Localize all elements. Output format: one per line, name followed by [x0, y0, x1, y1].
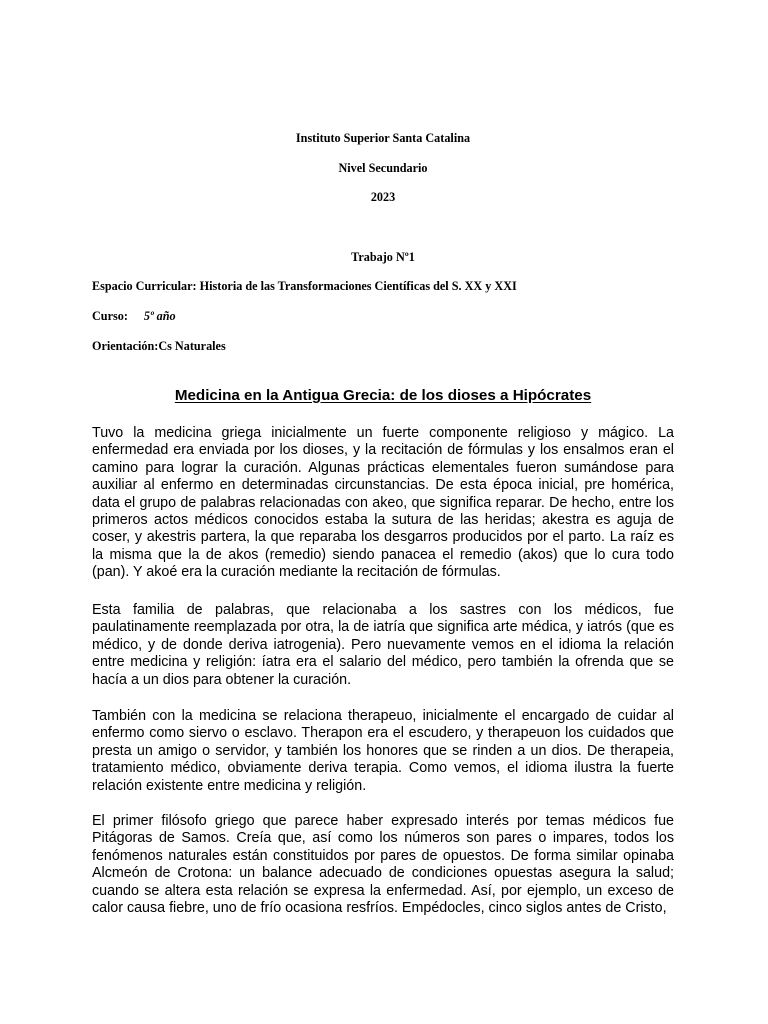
- institution-name: Instituto Superior Santa Catalina: [295, 131, 471, 145]
- subject-value: Historia de las Transformaciones Científicas del S. XX y XXI: [199, 279, 517, 293]
- paragraph-1: Tuvo la medicina griega inicialmente un fuerte componente religioso y mágico. La enfermedad era enviada por los dioses, y la recitación de fórmulas y los ensalmos eran el camino para lograr la curación. Algunas prácticas elementales fueron sumándose para auxiliar al enfermo en determinadas circunstancias. De esta época inicial, pre homérica, data el grupo de palabras relacionadas con akeo, que significa reparar. De hecho, entre los primeros actos médicos conocidos estaba la sutura de las heridas; akestra es aguja de coser, y akestris partera, la que reparaba los desgarros producidos por el parto. La raíz es la misma que la de akos (remedio) siendo panacea el remedio (akos) que lo cura todo (pan). Y akoé era la curación mediante la recitación de fórmulas.: [92, 425, 674, 581]
- subject-line: [92, 279, 674, 294]
- orientation-value: Cs Naturales: [158, 339, 226, 353]
- paragraph-3: También con la medicina se relaciona therapeuo, inicialmente el encargado de cuidar al enfermo como siervo o esclavo. Therapon era el escudero, y therapeuon los cuidados que presta un amigo o servidor, y también los honores que se rinden a un dios. De therapeia, tratamiento médico, obviamente deriva terapia. Como vemos, el idioma ilustra la fuerte relación existente entre medicina y religión.: [92, 708, 674, 794]
- school-year: 2023: [370, 190, 396, 204]
- orientation-label: Orientación:: [92, 339, 159, 353]
- paragraph-2: Esta familia de palabras, que relacionaba a los sastres con los médicos, fue paulatinamente reemplazada por otra, la de iatría que significa arte médica, y iatrós (que es médico, y de donde deriva iatrogenia). Pero nuevamente vemos en el idioma la relación entre medicina y religión: íatra era el salario del médico, pero también la ofrenda que se hacía a un dios para obtener la curación.: [92, 602, 674, 688]
- paragraph-4: El primer filósofo griego que parece haber expresado interés por temas médicos fue Pitágoras de Samos. Creía que, así como los números son pares o impares, todos los fenómenos naturales están constituidos por pares de opuestos. De forma similar opinaba Alcmeón de Crotona: un balance adecuado de condiciones opuestas asegura la salud; cuando se altera esta relación se expresa la enfermedad. Así, por ejemplo, un exceso de calor causa fiebre, uno de frío ocasiona resfríos. Empédocles, cinco siglos antes de Cristo,: [92, 813, 674, 917]
- course-label: Curso:: [92, 309, 128, 323]
- assignment-number: Trabajo Nº1: [351, 250, 415, 264]
- orientation-line: [92, 339, 674, 354]
- subject-label: Espacio Curricular:: [92, 279, 197, 293]
- document-title: Medicina en la Antigua Grecia: de los dioses a Hipócrates: [174, 387, 592, 404]
- school-level: Nivel Secundario: [338, 161, 428, 175]
- course-line: [92, 309, 674, 324]
- course-value: 5º año: [143, 309, 176, 323]
